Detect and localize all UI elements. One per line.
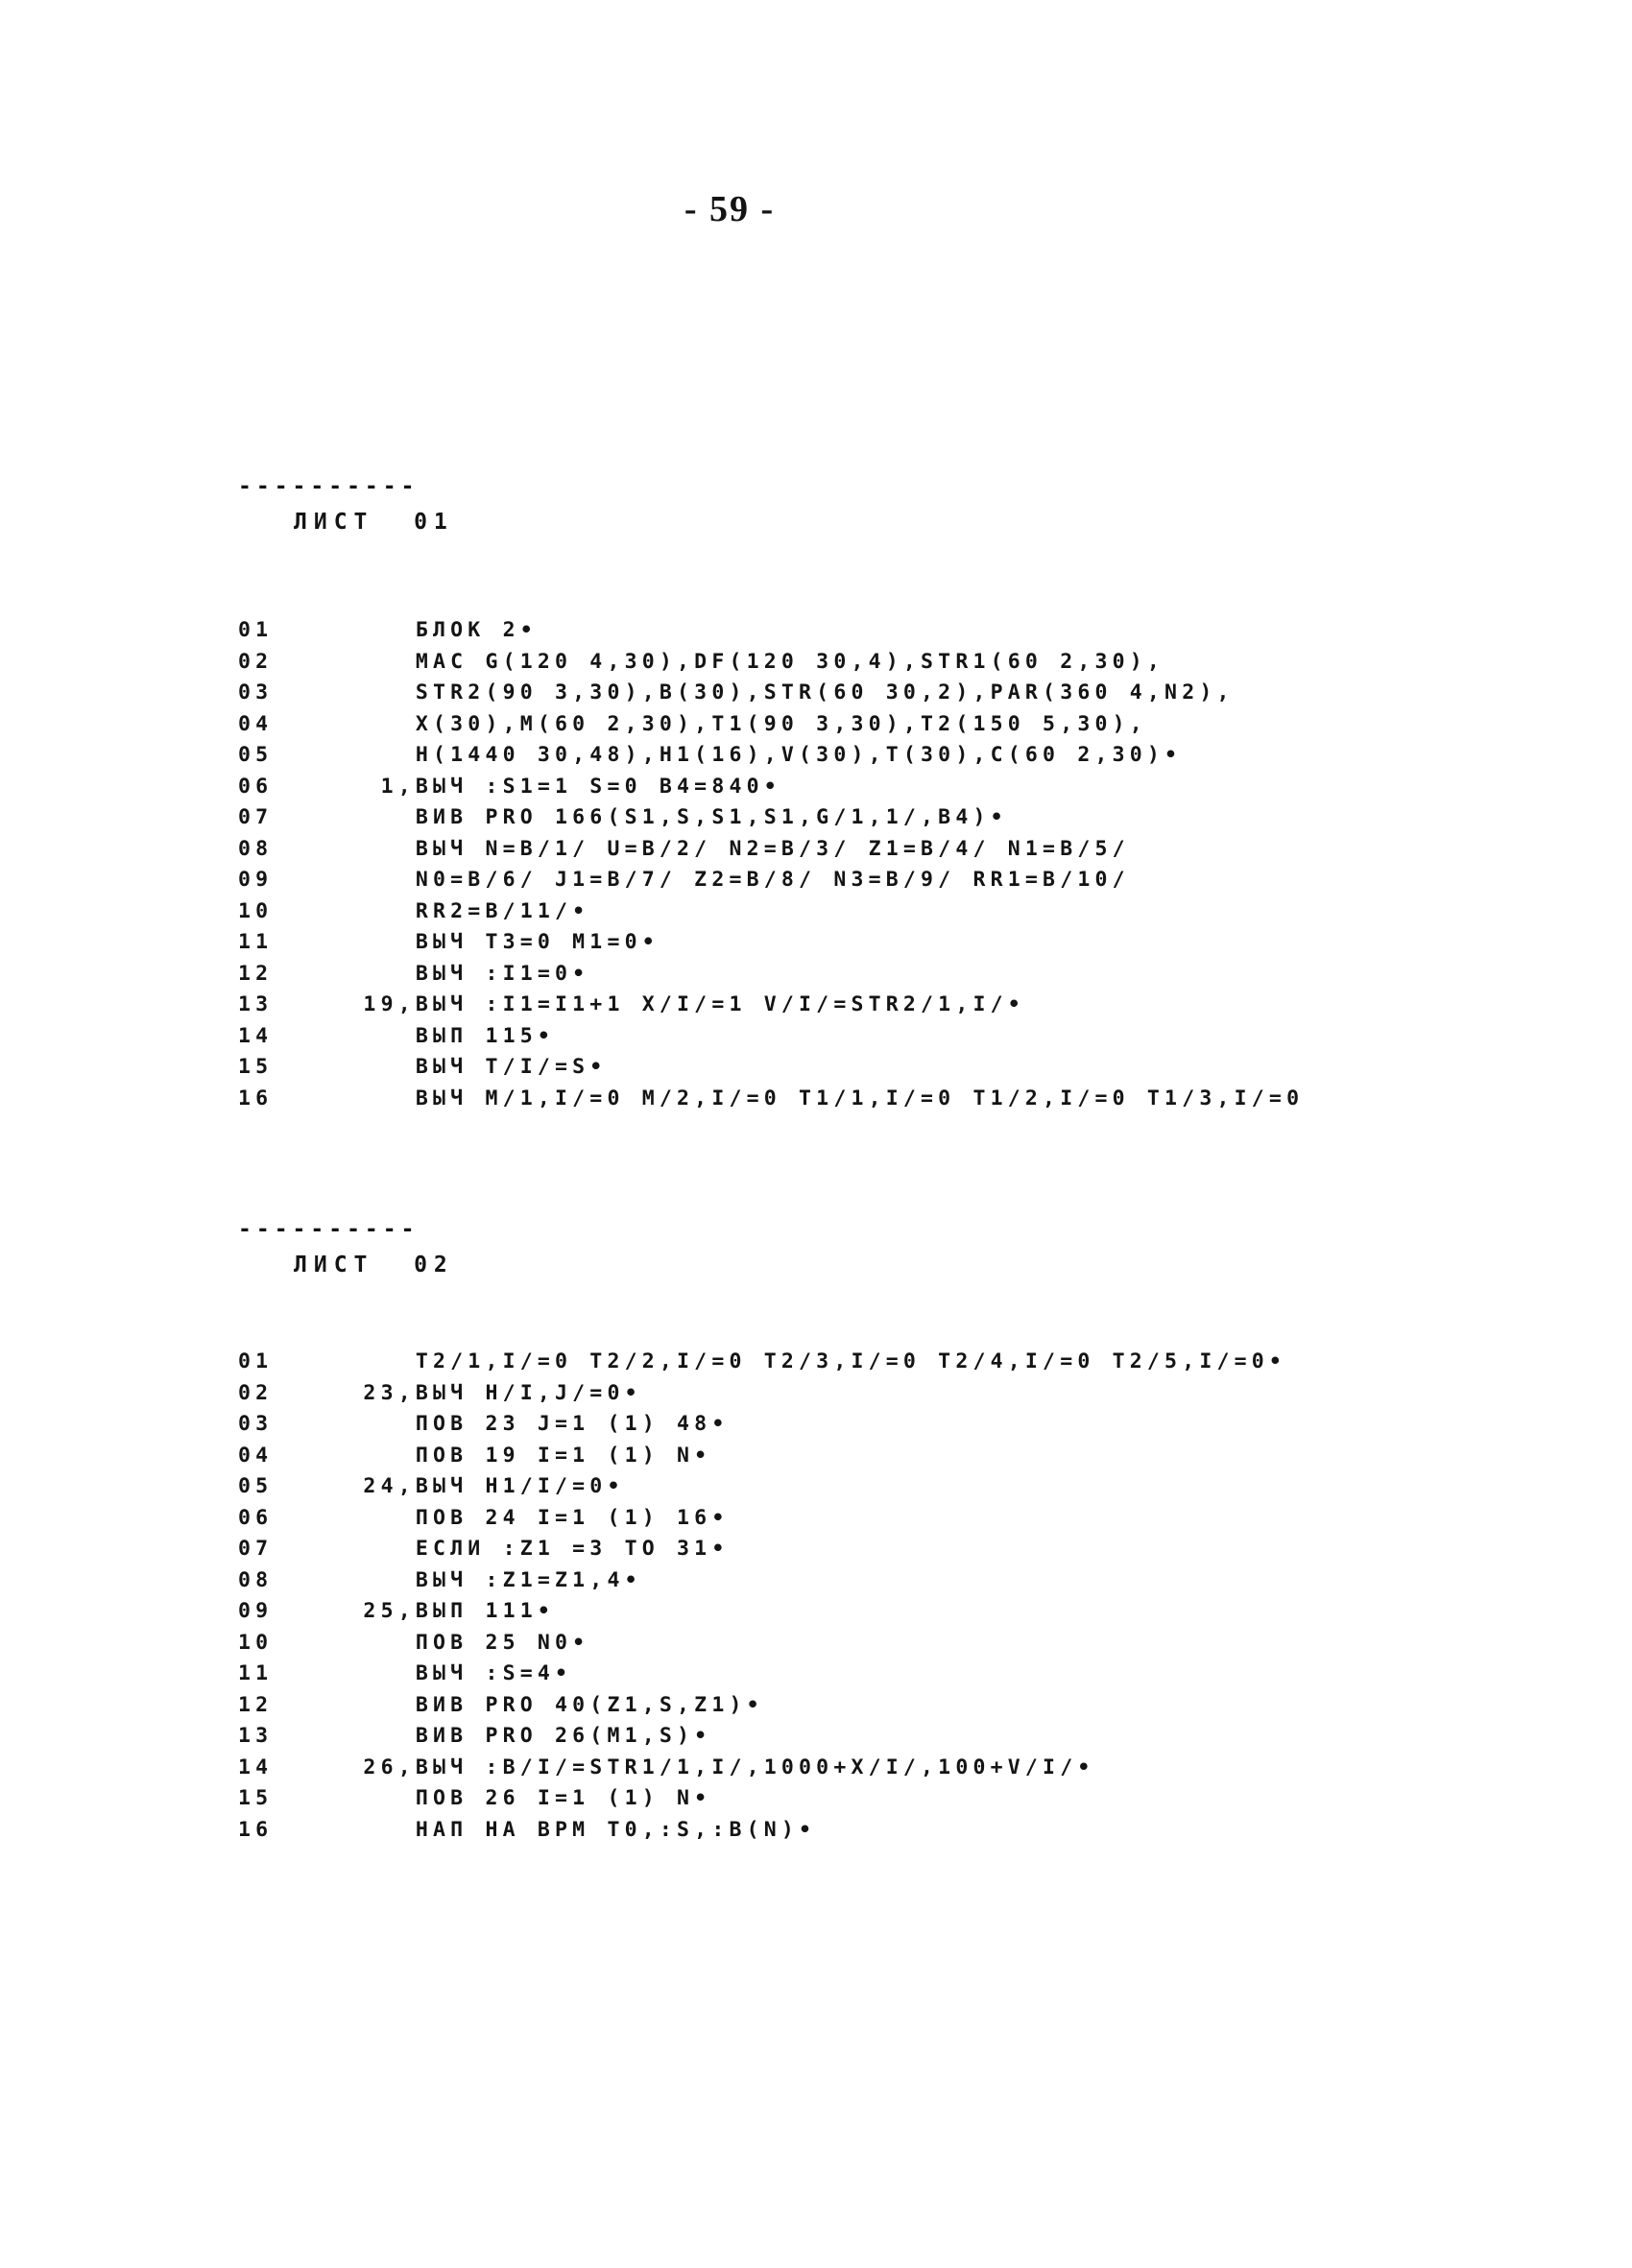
code-line: [238, 802, 1486, 834]
line-code: 24,ВЫЧ H1/I/=0•: [311, 1474, 625, 1498]
line-code: 23,ВЫЧ H/I,J/=0•: [311, 1380, 642, 1405]
line-number: 14: [238, 1755, 274, 1779]
code-line: [238, 1721, 1486, 1753]
code-line: [238, 896, 1486, 928]
code-line: [238, 990, 1486, 1021]
line-code: ПОВ 25 N0•: [311, 1630, 590, 1655]
line-number: 09: [238, 868, 274, 892]
code-line: [238, 1628, 1486, 1659]
code-line: [238, 1052, 1486, 1084]
code-line: [238, 740, 1486, 772]
line-number: 02: [238, 649, 274, 674]
line-number: 06: [238, 1505, 274, 1530]
line-number: 15: [238, 1055, 274, 1079]
code-listing: [238, 615, 1486, 1114]
line-number: 16: [238, 1086, 274, 1110]
line-code: ВИВ PRO 166(S1,S,S1,S1,G/1,1/,B4)•: [311, 805, 1008, 829]
line-code: 19,ВЫЧ :I1=I1+1 X/I/=1 V/I/=STR2/1,I/•: [311, 992, 1025, 1016]
line-code: STR2(90 3,30),B(30),STR(60 30,2),PAR(360 4,N2),: [311, 680, 1235, 704]
line-number: 01: [238, 618, 274, 642]
code-line: [238, 959, 1486, 991]
code-line: [238, 1378, 1486, 1410]
sheet-separator: ----------: [238, 474, 420, 499]
line-number: 05: [238, 1474, 274, 1498]
sheet-separator: ----------: [238, 1217, 420, 1242]
line-number: 08: [238, 836, 274, 861]
sheet-02: [238, 1216, 1486, 1846]
line-number: 15: [238, 1786, 274, 1810]
line-code: ВЫЧ :Z1=Z1,4•: [311, 1567, 642, 1592]
line-number: 08: [238, 1567, 274, 1592]
code-line: [238, 1690, 1486, 1722]
line-number: 14: [238, 1023, 274, 1048]
line-number: 13: [238, 1724, 274, 1748]
line-code: N0=B/6/ J1=B/7/ Z2=B/8/ N3=B/9/ RR1=B/10/: [311, 868, 1130, 892]
line-code: ВЫЧ M/1,I/=0 M/2,I/=0 T1/1,I/=0 T1/2,I/=0 T1/3,I/=0: [311, 1086, 1305, 1110]
line-code: ВИВ PRO 26(M1,S)•: [311, 1724, 712, 1748]
code-line: [238, 709, 1486, 741]
line-number: 02: [238, 1380, 274, 1405]
line-number: 05: [238, 743, 274, 767]
line-number: 13: [238, 992, 274, 1016]
code-line: [238, 1441, 1486, 1472]
code-line: [238, 615, 1486, 647]
code-line: [238, 1409, 1486, 1441]
line-code: БЛОК 2•: [311, 618, 538, 642]
sheet-title: ЛИСТ 01: [294, 510, 454, 535]
line-code: 1,ВЫЧ :S1=1 S=0 B4=840•: [311, 774, 781, 799]
code-line: [238, 678, 1486, 709]
line-code: ВЫП 115•: [311, 1023, 556, 1048]
line-number: 16: [238, 1817, 274, 1842]
line-code: ПОВ 24 I=1 (1) 16•: [311, 1505, 730, 1530]
sheet-title: ЛИСТ 02: [294, 1253, 454, 1277]
line-code: МАС G(120 4,30),DF(120 30,4),STR1(60 2,30),: [311, 649, 1165, 674]
line-number: 09: [238, 1599, 274, 1623]
code-line: [238, 834, 1486, 866]
line-number: 11: [238, 930, 274, 954]
code-line: [238, 1021, 1486, 1053]
code-line: [238, 927, 1486, 959]
code-listing: [238, 1347, 1486, 1846]
line-code: ПОВ 26 I=1 (1) N•: [311, 1786, 712, 1810]
line-number: 12: [238, 1692, 274, 1717]
line-number: 10: [238, 898, 274, 923]
line-code: RR2=B/11/•: [311, 898, 590, 923]
line-code: ЕСЛИ :Z1 =3 ТО 31•: [311, 1537, 730, 1561]
sheet-01: [238, 473, 1486, 1114]
code-line: [238, 1596, 1486, 1628]
code-line: [238, 1347, 1486, 1378]
line-number: 04: [238, 1443, 274, 1468]
line-code: T2/1,I/=0 T2/2,I/=0 T2/3,I/=0 T2/4,I/=0 T2/5,I/=0•: [311, 1349, 1287, 1373]
code-line: [238, 865, 1486, 896]
line-number: 07: [238, 1537, 274, 1561]
line-code: ВЫЧ :I1=0•: [311, 961, 590, 986]
code-line: [238, 1503, 1486, 1535]
page-number: - 59 -: [684, 189, 776, 229]
line-number: 10: [238, 1630, 274, 1655]
line-code: НАП НА ВРМ T0,:S,:B(N)•: [311, 1817, 817, 1842]
line-number: 07: [238, 805, 274, 829]
code-line: [238, 1815, 1486, 1847]
code-line: [238, 1534, 1486, 1565]
code-line: [238, 1471, 1486, 1503]
line-number: 04: [238, 711, 274, 736]
line-code: 25,ВЫП 111•: [311, 1599, 556, 1623]
code-line: [238, 1565, 1486, 1597]
line-code: ВЫЧ :S=4•: [311, 1661, 573, 1685]
code-line: [238, 1783, 1486, 1815]
line-code: ВЫЧ T3=0 M1=0•: [311, 930, 660, 954]
line-code: ПОВ 19 I=1 (1) N•: [311, 1443, 712, 1468]
line-number: 06: [238, 774, 274, 799]
line-number: 03: [238, 680, 274, 704]
code-line: [238, 647, 1486, 679]
code-line: [238, 772, 1486, 803]
line-code: ПОВ 23 J=1 (1) 48•: [311, 1412, 730, 1436]
line-number: 03: [238, 1412, 274, 1436]
code-line: [238, 1084, 1486, 1115]
line-code: H(1440 30,48),H1(16),V(30),T(30),C(60 2,30)•: [311, 743, 1183, 767]
line-number: 12: [238, 961, 274, 986]
line-code: ВЫЧ T/I/=S•: [311, 1055, 608, 1079]
line-code: X(30),M(60 2,30),T1(90 3,30),T2(150 5,30),: [311, 711, 1147, 736]
line-code: 26,ВЫЧ :B/I/=STR1/1,I/,1000+X/I/,100+V/I/•: [311, 1755, 1095, 1779]
line-number: 11: [238, 1661, 274, 1685]
code-line: [238, 1753, 1486, 1784]
line-code: ВИВ PRO 40(Z1,S,Z1)•: [311, 1692, 764, 1717]
code-line: [238, 1659, 1486, 1690]
line-number: 01: [238, 1349, 274, 1373]
line-code: ВЫЧ N=B/1/ U=B/2/ N2=B/3/ Z1=B/4/ N1=B/5/: [311, 836, 1130, 861]
